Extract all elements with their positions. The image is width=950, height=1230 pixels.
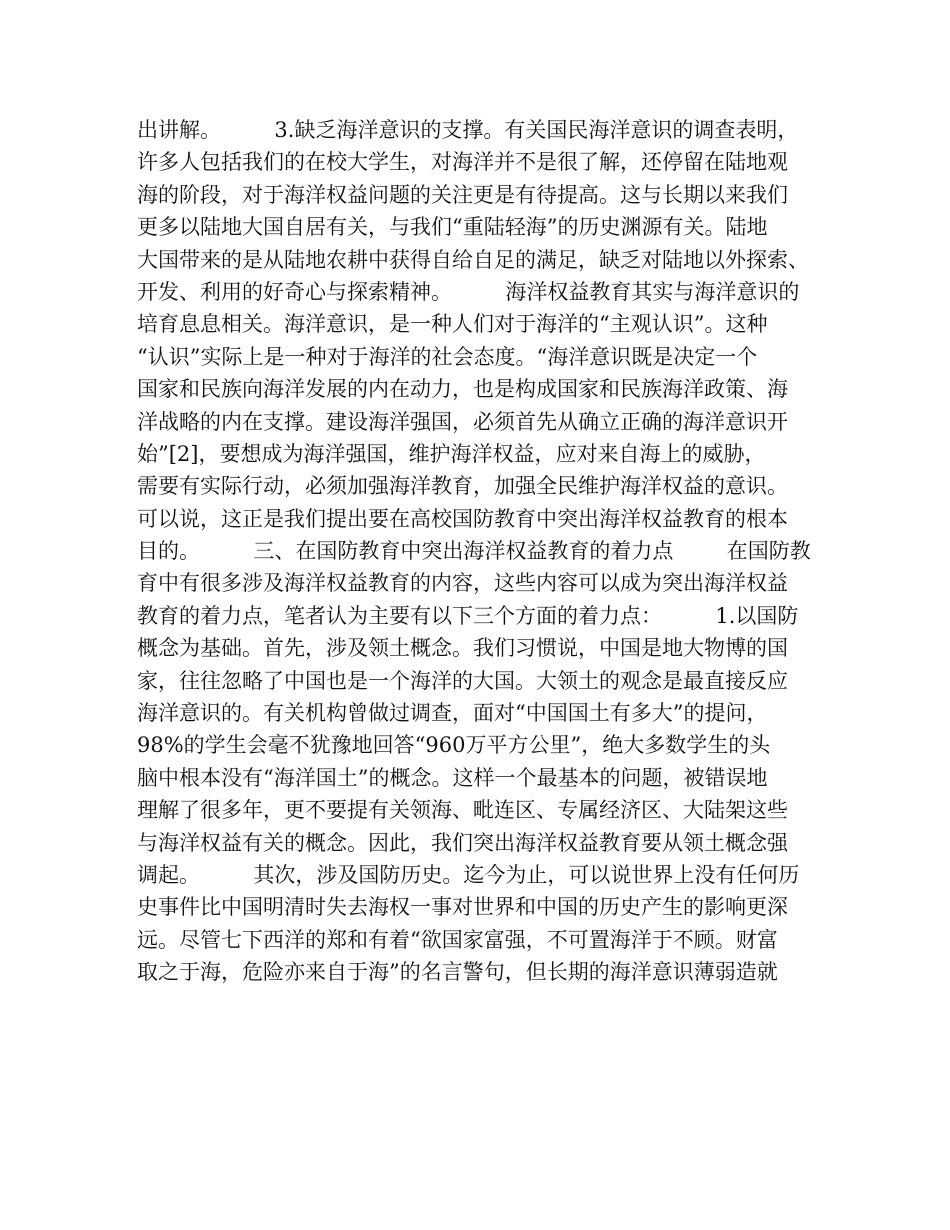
text-line: 脑中根本没有“海洋国土”的概念。这样一个最基本的问题，被错误地 (137, 765, 768, 790)
text-line: 史事件比中国明清时失去海权一事对世界和中国的历史产生的影响更深 (137, 895, 788, 920)
text-line: 海的阶段，对于海洋权益问题的关注更是有待提高。这与长期以来我们 (137, 182, 788, 207)
text-line: 需要有实际行动，必须加强海洋教育，加强全民维护海洋权益的意识。 (137, 474, 788, 499)
text-line: 许多人包括我们的在校大学生，对海洋并不是很了解，还停留在陆地观 (137, 150, 788, 175)
text-line: 洋战略的内在支撑。建设海洋强国，必须首先从确立正确的海洋意识开 (137, 409, 788, 434)
text-line: 98%的学生会毫不犹豫地回答“960万平方公里”，绝大多数学生的头 (137, 733, 771, 758)
text-line: 海洋意识的。有关机构曾做过调查，面对“中国国土有多大”的提问， (137, 701, 768, 726)
text-line: 大国带来的是从陆地农耕中获得自给自足的满足，缺乏对陆地以外探索、 (137, 247, 809, 272)
text-line: 调起。 其次，涉及国防历史。迄今为止，可以说世界上没有任何历 (137, 862, 800, 887)
body-text (137, 114, 827, 989)
text-line: “认识”实际上是一种对于海洋的社会态度。“海洋意识既是决定一个 (137, 344, 758, 369)
text-line: 育中有很多涉及海洋权益教育的内容，这些内容可以成为突出海洋权益 (137, 571, 788, 596)
text-line: 始”[2]，要想成为海洋强国，维护海洋权益，应对来自海上的威胁， (137, 441, 766, 466)
text-line: 家，往往忽略了中国也是一个海洋的大国。大领土的观念是最直接反应 (137, 668, 788, 693)
text-line: 与海洋权益有关的概念。因此，我们突出海洋权益教育要从领土概念强 (137, 830, 788, 855)
text-line: 更多以陆地大国自居有关，与我们“重陆轻海”的历史渊源有关。陆地 (137, 215, 768, 240)
text-line: 取之于海，危险亦来自于海”的名言警句，但长期的海洋意识薄弱造就 (137, 960, 778, 985)
text-line: 教育的着力点，笔者认为主要有以下三个方面的着力点： 1.以国防 (137, 603, 799, 628)
text-line: 远。尽管七下西洋的郑和有着“欲国家富强，不可置海洋于不顾。财富 (137, 927, 778, 952)
text-line: 概念为基础。首先，涉及领土概念。我们习惯说，中国是地大物博的国 (137, 636, 788, 661)
text-line: 可以说，这正是我们提出要在高校国防教育中突出海洋权益教育的根本 (137, 506, 788, 531)
text-line: 国家和民族向海洋发展的内在动力，也是构成国家和民族海洋政策、海 (137, 377, 788, 402)
text-line: 理解了很多年，更不要提有关领海、毗连区、专属经济区、大陆架这些 (137, 798, 788, 823)
text-line: 培育息息相关。海洋意识，是一种人们对于海洋的“主观认识”。这种 (137, 312, 768, 337)
text-line: 目的。 三、在国防教育中突出海洋权益教育的着力点 在国防教 (137, 539, 811, 564)
text-line: 开发、利用的好奇心与探索精神。 海洋权益教育其实与海洋意识的 (137, 279, 800, 304)
text-line: 出讲解。 3.缺乏海洋意识的支撑。有关国民海洋意识的调查表明， (137, 118, 799, 142)
